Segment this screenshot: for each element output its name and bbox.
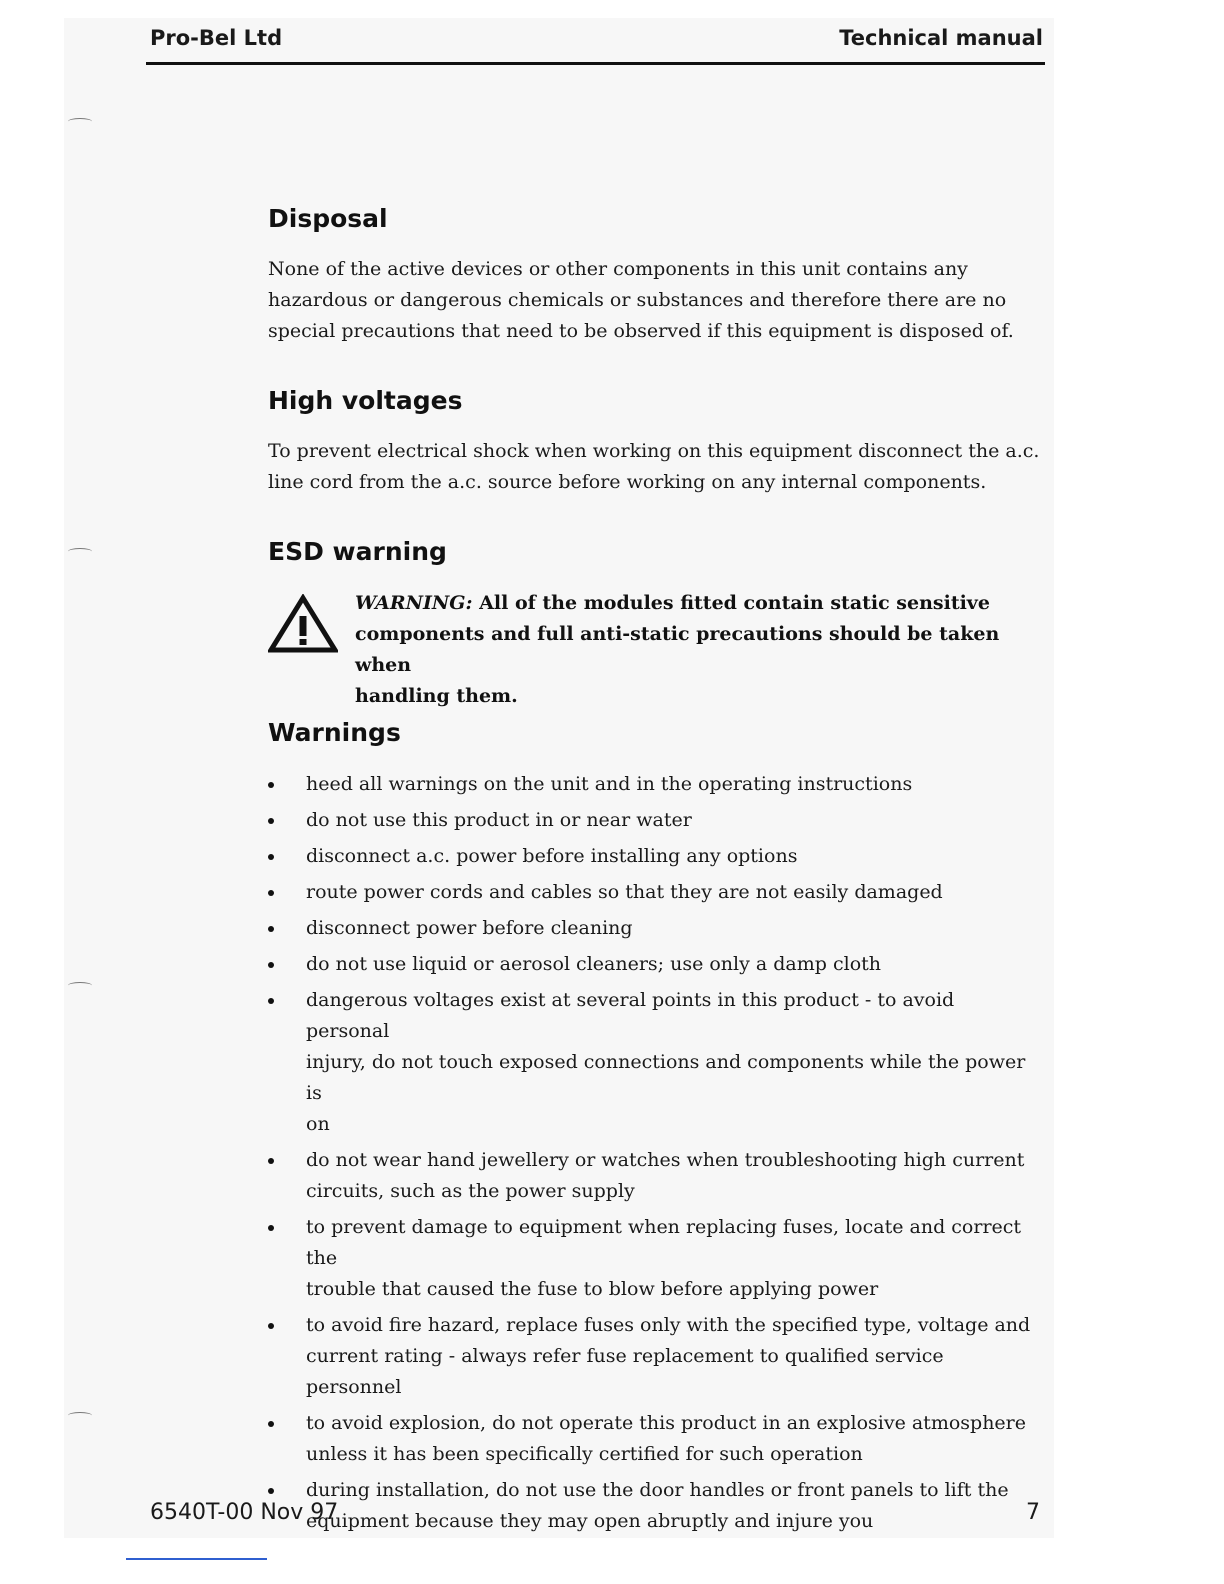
- bullet-icon: [268, 854, 274, 860]
- list-item: [268, 1408, 1036, 1470]
- section-title: Warnings: [268, 718, 401, 747]
- list-item: [268, 1145, 1036, 1207]
- bullet-icon: [268, 818, 274, 824]
- disposal-body: [268, 254, 1048, 347]
- list-item-line: disconnect power before cleaning: [306, 917, 633, 939]
- section-title: Disposal: [268, 204, 388, 233]
- high-voltages-body: [268, 436, 1048, 498]
- list-item-line: to avoid fire hazard, replace fuses only with the specified type, voltage and: [306, 1314, 1031, 1336]
- header-rule: [146, 62, 1045, 65]
- bullet-icon: [268, 1158, 274, 1164]
- scan-margin-mark: [68, 982, 92, 989]
- list-item-line: trouble that caused the fuse to blow before applying power: [306, 1278, 879, 1300]
- section-esd-warning: [268, 537, 1048, 566]
- section-title: High voltages: [268, 386, 463, 415]
- list-item-line: to avoid explosion, do not operate this product in an explosive atmosphere: [306, 1412, 1026, 1434]
- paragraph-line: line cord from the a.c. source before working on any internal components.: [268, 471, 987, 493]
- bullet-icon: [268, 1225, 274, 1231]
- bullet-icon: [268, 1421, 274, 1427]
- list-item: [268, 1475, 1036, 1537]
- warning-text: [355, 588, 1055, 712]
- list-item: [268, 913, 1036, 944]
- section-title: ESD warning: [268, 537, 447, 566]
- paragraph-line: hazardous or dangerous chemicals or substances and therefore there are no: [268, 289, 1007, 311]
- bullet-icon: [268, 962, 274, 968]
- list-item: [268, 841, 1036, 872]
- warning-line-text: All of the modules fitted contain static sensitive: [479, 592, 990, 614]
- scan-margin-mark: [68, 118, 92, 125]
- bullet-icon: [268, 998, 274, 1004]
- document-reference: 6540T-00 Nov 97: [150, 1500, 339, 1525]
- list-item-line: injury, do not touch exposed connections and components while the power is: [306, 1051, 1026, 1104]
- list-item-line: do not wear hand jewellery or watches when troubleshooting high current: [306, 1149, 1025, 1171]
- list-item-line: to prevent damage to equipment when replacing fuses, locate and correct the: [306, 1216, 1022, 1269]
- list-item-line: circuits, such as the power supply: [306, 1180, 635, 1202]
- list-item-line: heed all warnings on the unit and in the operating instructions: [306, 773, 913, 795]
- bullet-icon: [268, 890, 274, 896]
- list-item-line: current rating - always refer fuse replacement to qualified service personnel: [306, 1345, 944, 1398]
- company-name: Pro-Bel Ltd: [150, 26, 283, 50]
- page-header: [148, 26, 1045, 56]
- warning-line: [355, 588, 1055, 619]
- list-item: [268, 949, 1036, 980]
- bullet-icon: [268, 1488, 274, 1494]
- list-item-line: during installation, do not use the door handles or front panels to lift the: [306, 1479, 1009, 1501]
- list-item: [268, 985, 1036, 1140]
- link-underline: [126, 1558, 267, 1560]
- warning-triangle-icon: [268, 594, 338, 654]
- list-item: [268, 1310, 1036, 1403]
- paragraph-line: None of the active devices or other components in this unit contains any: [268, 258, 968, 280]
- document-type: Technical manual: [839, 26, 1043, 50]
- list-item-line: on: [306, 1113, 330, 1135]
- section-disposal: [268, 204, 1048, 233]
- list-item-line: equipment because they may open abruptly and injure you: [306, 1510, 874, 1532]
- list-item: [268, 877, 1036, 908]
- section-high-voltages: [268, 386, 1048, 415]
- bullet-icon: [268, 926, 274, 932]
- list-item-line: unless it has been specifically certified for such operation: [306, 1443, 863, 1465]
- section-warnings: [268, 718, 1048, 747]
- list-item-line: do not use liquid or aerosol cleaners; use only a damp cloth: [306, 953, 882, 975]
- list-item: [268, 805, 1036, 836]
- page-number: 7: [1026, 1500, 1040, 1525]
- warning-line: components and full anti-static precautions should be taken when: [355, 623, 1000, 676]
- paragraph-line: special precautions that need to be observed if this equipment is disposed of.: [268, 320, 1014, 342]
- warning-line: handling them.: [355, 685, 518, 707]
- warnings-list: [268, 769, 1048, 1542]
- bullet-icon: [268, 1323, 274, 1329]
- list-item: [268, 769, 1036, 800]
- scan-margin-mark: [68, 1412, 92, 1419]
- bullet-icon: [268, 782, 274, 788]
- list-item: [268, 1212, 1036, 1305]
- list-item-line: do not use this product in or near water: [306, 809, 692, 831]
- list-item-line: route power cords and cables so that they are not easily damaged: [306, 881, 943, 903]
- paragraph-line: To prevent electrical shock when working on this equipment disconnect the a.c.: [268, 440, 1040, 462]
- scan-margin-mark: [68, 548, 92, 555]
- list-item-line: disconnect a.c. power before installing any options: [306, 845, 798, 867]
- warning-label: WARNING:: [355, 592, 473, 614]
- list-item-line: dangerous voltages exist at several points in this product - to avoid personal: [306, 989, 955, 1042]
